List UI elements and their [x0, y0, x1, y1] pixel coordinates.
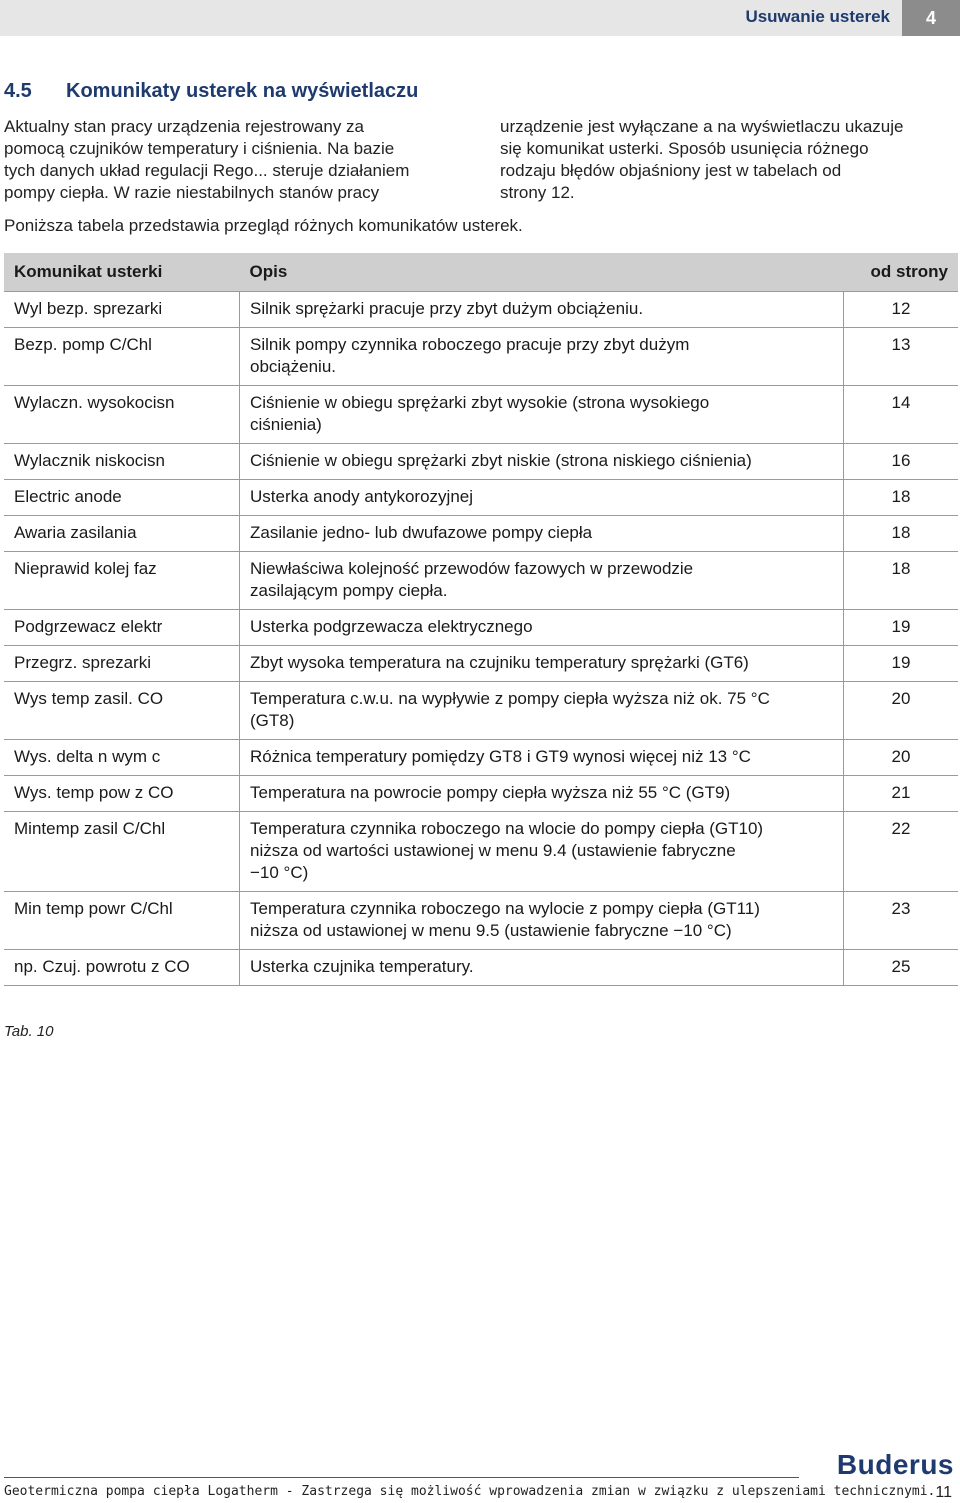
- table-row: [4, 444, 958, 480]
- page-reference-cell: 23: [844, 892, 959, 950]
- table-row: [4, 682, 958, 740]
- body-right-line: urządzenie jest wyłączane a na wyświetlaczu ukazuje: [500, 117, 904, 136]
- table-row: [4, 516, 958, 552]
- header-page: od strony: [844, 253, 959, 292]
- description-line: −10 °C): [250, 863, 309, 882]
- buderus-logo: Buderus: [836, 1449, 954, 1480]
- section-heading: Komunikaty usterek na wyświetlaczu: [66, 80, 419, 102]
- description-cell: [240, 328, 844, 386]
- table-body: [4, 292, 958, 986]
- description-cell: [240, 740, 844, 776]
- fault-messages-table: [4, 253, 958, 986]
- page-reference-cell: 18: [844, 516, 959, 552]
- fault-message-cell: Wys. delta n wym c: [4, 740, 240, 776]
- page-number: 11: [935, 1484, 952, 1501]
- table-row: [4, 386, 958, 444]
- table-intro: Poniższa tabela przedstawia przegląd różnych komunikatów usterek.: [4, 216, 523, 235]
- description-line: Ciśnienie w obiegu sprężarki zbyt niskie (strona niskiego ciśnienia): [250, 451, 752, 470]
- description-cell: [240, 292, 844, 328]
- footer-text: Geotermiczna pompa ciepła Logatherm - Zastrzega się możliwość wprowadzenia zmian w związku z ulepszeniami technicznymi.: [4, 1484, 936, 1499]
- footer-divider: [4, 1477, 799, 1478]
- fault-message-cell: Wyl bezp. sprezarki: [4, 292, 240, 328]
- body-left-line: pompy ciepła. W razie niestabilnych stanów pracy: [4, 183, 380, 202]
- description-line: Różnica temperatury pomiędzy GT8 i GT9 wynosi więcej niż 13 °C: [250, 747, 751, 766]
- description-line: Usterka czujnika temperatury.: [250, 957, 474, 976]
- page-reference-cell: 16: [844, 444, 959, 480]
- description-cell: [240, 516, 844, 552]
- description-cell: [240, 812, 844, 892]
- description-line: Ciśnienie w obiegu sprężarki zbyt wysokie (strona wysokiego: [250, 393, 710, 412]
- header-title: Usuwanie usterek: [745, 7, 890, 26]
- description-cell: [240, 682, 844, 740]
- description-line: Temperatura czynnika roboczego na wlocie do pompy ciepła (GT10): [250, 819, 764, 838]
- body-right-line: się komunikat usterki. Sposób usunięcia różnego: [500, 139, 869, 158]
- description-line: Zbyt wysoka temperatura na czujniku temperatury sprężarki (GT6): [250, 653, 749, 672]
- description-line: niższa od wartości ustawionej w menu 9.4 (ustawienie fabryczne: [250, 841, 736, 860]
- table-row: [4, 480, 958, 516]
- fault-message-cell: Electric anode: [4, 480, 240, 516]
- table-header-row: [4, 253, 958, 292]
- page-reference-cell: 19: [844, 646, 959, 682]
- table-row: [4, 328, 958, 386]
- table-row: [4, 950, 958, 986]
- description-line: Silnik sprężarki pracuje przy zbyt dużym obciążeniu.: [250, 299, 644, 318]
- description-line: ciśnienia): [250, 415, 322, 434]
- fault-message-cell: Wylaczn. wysokocisn: [4, 386, 240, 444]
- description-line: Temperatura czynnika roboczego na wylocie z pompy ciepła (GT11): [250, 899, 760, 918]
- body-left-line: pomocą czujników temperatury i ciśnienia. Na bazie: [4, 139, 395, 158]
- description-cell: [240, 776, 844, 812]
- page-reference-cell: 19: [844, 610, 959, 646]
- description-line: Silnik pompy czynnika roboczego pracuje przy zbyt dużym: [250, 335, 690, 354]
- description-cell: [240, 552, 844, 610]
- description-line: Usterka podgrzewacza elektrycznego: [250, 617, 533, 636]
- body-left-line: Aktualny stan pracy urządzenia rejestrowany za: [4, 117, 365, 136]
- table-row: [4, 812, 958, 892]
- description-line: Zasilanie jedno- lub dwufazowe pompy ciepła: [250, 523, 593, 542]
- description-cell: [240, 444, 844, 480]
- description-line: zasilającym pompy ciepła.: [250, 581, 448, 600]
- fault-message-cell: np. Czuj. powrotu z CO: [4, 950, 240, 986]
- description-line: niższa od ustawionej w menu 9.5 (ustawienie fabryczne −10 °C): [250, 921, 732, 940]
- fault-message-cell: Przegrz. sprezarki: [4, 646, 240, 682]
- header-description: Opis: [240, 253, 844, 292]
- fault-message-cell: Wylacznik niskocisn: [4, 444, 240, 480]
- description-line: (GT8): [250, 711, 295, 730]
- section-title: [4, 80, 418, 103]
- body-right-column: [500, 116, 955, 204]
- description-line: Usterka anody antykorozyjnej: [250, 487, 474, 506]
- description-line: Temperatura na powrocie pompy ciepła wyższa niż 55 °C (GT9): [250, 783, 731, 802]
- section-number: 4.5: [4, 80, 32, 102]
- table-caption: Tab. 10: [4, 1023, 54, 1040]
- chapter-number: 4: [902, 0, 960, 36]
- description-line: Temperatura c.w.u. na wypływie z pompy ciepła wyższa niż ok. 75 °C: [250, 689, 770, 708]
- fault-message-cell: Wys temp zasil. CO: [4, 682, 240, 740]
- fault-message-cell: Awaria zasilania: [4, 516, 240, 552]
- table-row: [4, 646, 958, 682]
- description-cell: [240, 610, 844, 646]
- fault-message-cell: Mintemp zasil C/Chl: [4, 812, 240, 892]
- table-row: [4, 610, 958, 646]
- table-row: [4, 292, 958, 328]
- fault-message-cell: Nieprawid kolej faz: [4, 552, 240, 610]
- description-cell: [240, 386, 844, 444]
- body-left-line: tych danych układ regulacji Rego... steruje działaniem: [4, 161, 410, 180]
- table-row: [4, 552, 958, 610]
- page-reference-cell: 25: [844, 950, 959, 986]
- description-cell: [240, 646, 844, 682]
- table-row: [4, 776, 958, 812]
- fault-message-cell: Min temp powr C/Chl: [4, 892, 240, 950]
- page-reference-cell: 20: [844, 682, 959, 740]
- table-row: [4, 892, 958, 950]
- fault-message-cell: Podgrzewacz elektr: [4, 610, 240, 646]
- page-reference-cell: 22: [844, 812, 959, 892]
- body-right-line: rodzaju błędów objaśniony jest w tabelach od: [500, 161, 842, 180]
- fault-message-cell: Wys. temp pow z CO: [4, 776, 240, 812]
- table-row: [4, 740, 958, 776]
- page-reference-cell: 18: [844, 480, 959, 516]
- fault-message-cell: Bezp. pomp C/Chl: [4, 328, 240, 386]
- page-reference-cell: 20: [844, 740, 959, 776]
- description-line: obciążeniu.: [250, 357, 337, 376]
- description-cell: [240, 892, 844, 950]
- page-reference-cell: 18: [844, 552, 959, 610]
- page-reference-cell: 13: [844, 328, 959, 386]
- page-reference-cell: 14: [844, 386, 959, 444]
- description-cell: [240, 480, 844, 516]
- body-right-line: strony 12.: [500, 183, 575, 202]
- body-left-column: [4, 116, 474, 204]
- header-message: Komunikat usterki: [4, 253, 240, 292]
- description-cell: [240, 950, 844, 986]
- page-reference-cell: 21: [844, 776, 959, 812]
- description-line: Niewłaściwa kolejność przewodów fazowych w przewodzie: [250, 559, 694, 578]
- page-reference-cell: 12: [844, 292, 959, 328]
